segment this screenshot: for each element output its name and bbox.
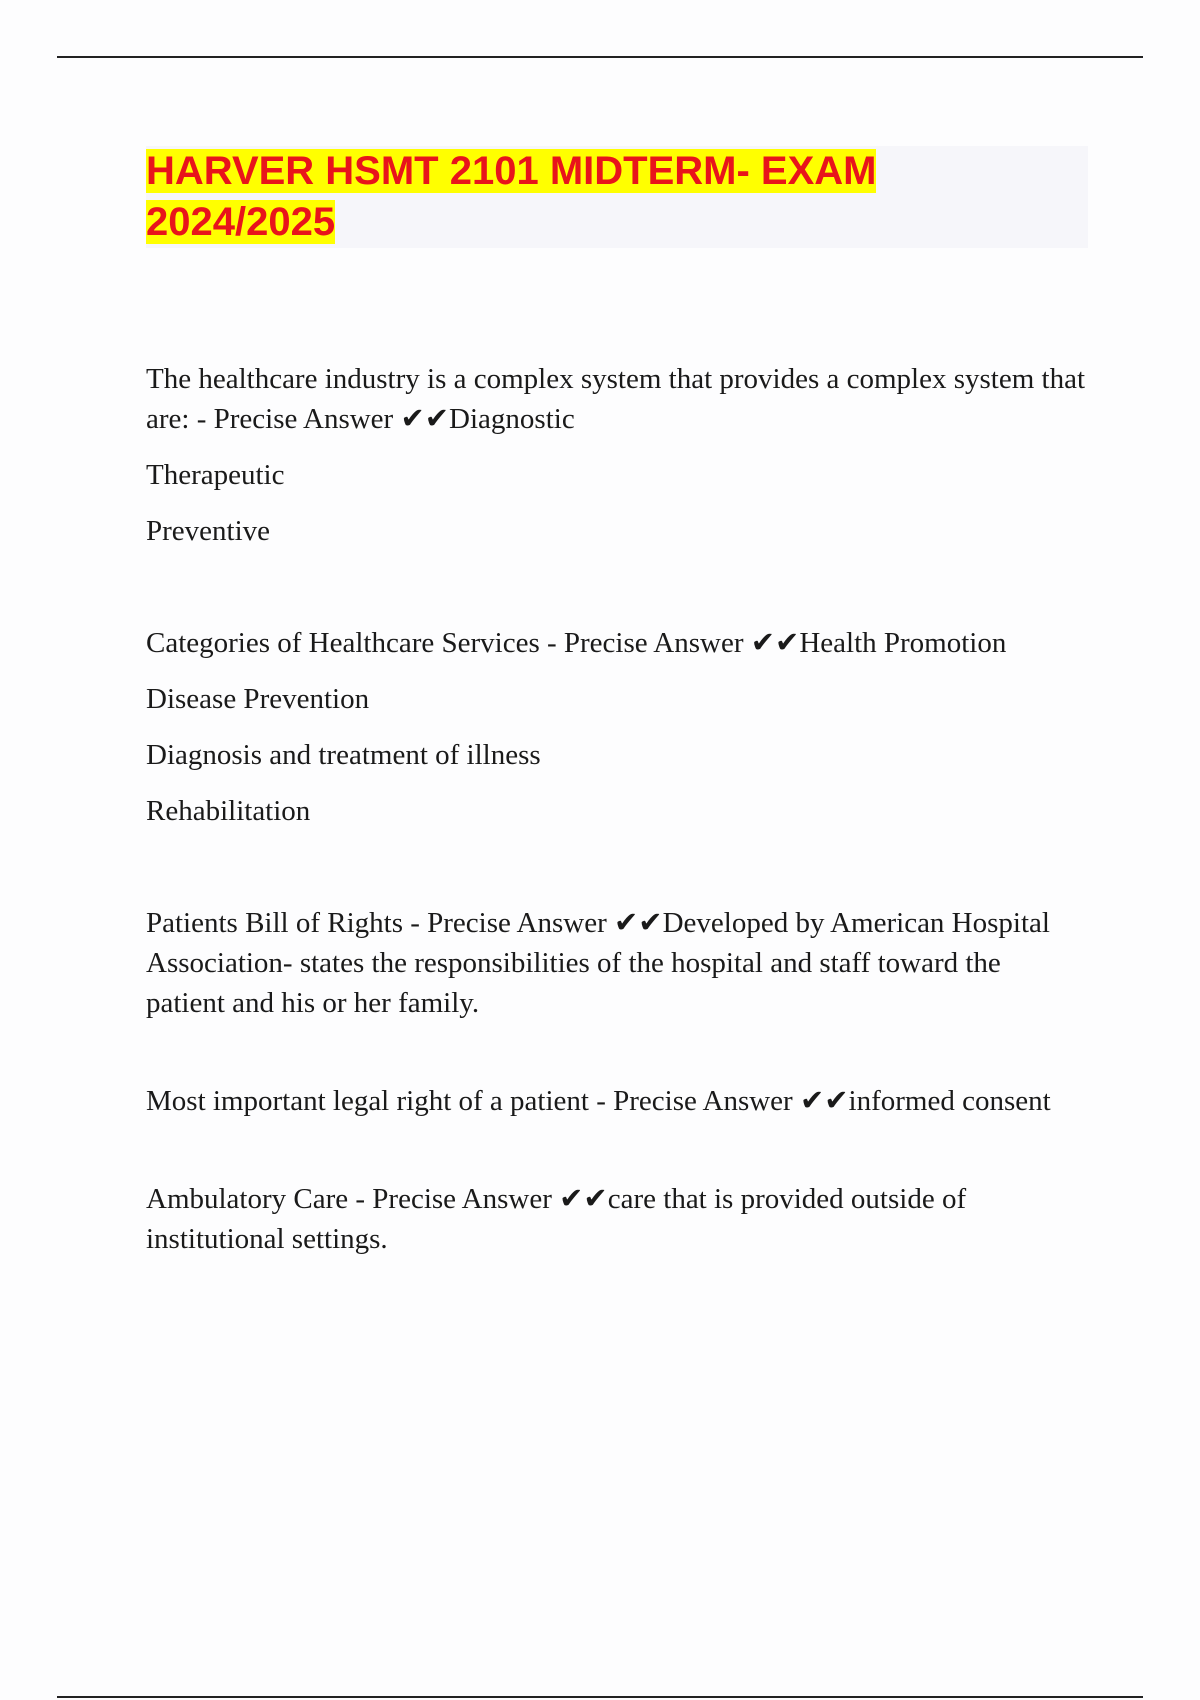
qa-item-1 <box>146 359 1086 551</box>
qa-item-5 <box>146 1179 1086 1259</box>
spacer <box>146 1137 1086 1179</box>
qa-item-2 <box>146 623 1086 831</box>
qa-item-3 <box>146 903 1086 1023</box>
spacer <box>146 567 1086 623</box>
qa-answer-line: Disease Prevention <box>146 683 370 715</box>
title-line-2: 2024/2025 <box>146 200 336 244</box>
spacer <box>146 847 1086 903</box>
qa-question: Patients Bill of Rights - Precise Answer ✔✔Developed by American Hospital Association- states the responsibilities of the hospital and staff toward the patient and his or her family. <box>146 907 1050 1019</box>
document-body <box>146 359 1086 1275</box>
header-rule <box>57 56 1143 58</box>
qa-question: Ambulatory Care - Precise Answer ✔✔care that is provided outside of institutional settings. <box>146 1183 967 1255</box>
qa-answer-line: Preventive <box>146 515 271 547</box>
document-title <box>146 146 1088 248</box>
qa-question: The healthcare industry is a complex system that provides a complex system that are: - Precise Answer ✔✔Diagnostic <box>146 363 1086 435</box>
spacer <box>146 1039 1086 1081</box>
qa-question: Categories of Healthcare Services - Precise Answer ✔✔Health Promotion <box>146 627 1007 659</box>
qa-answer-line: Rehabilitation <box>146 795 311 827</box>
qa-answer-line: Diagnosis and treatment of illness <box>146 739 541 771</box>
qa-question: Most important legal right of a patient - Precise Answer ✔✔informed consent <box>146 1085 1051 1117</box>
qa-answer-line: Therapeutic <box>146 459 285 491</box>
title-line-1: HARVER HSMT 2101 MIDTERM- EXAM <box>146 149 877 193</box>
qa-item-4 <box>146 1081 1086 1121</box>
footer-rule <box>57 1696 1143 1698</box>
